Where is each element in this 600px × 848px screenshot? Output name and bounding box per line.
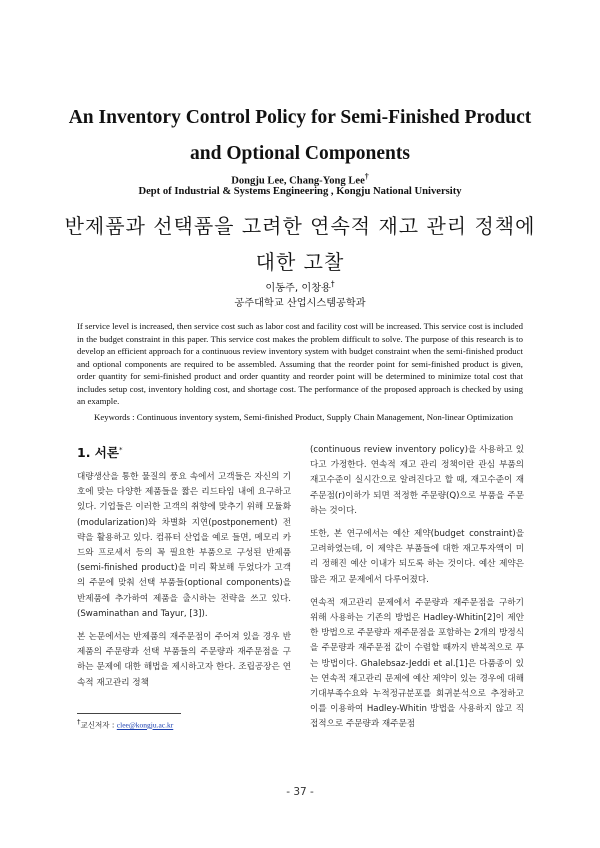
footnote bbox=[77, 718, 173, 731]
affiliation-ko: 공주대학교 산업시스템공학과 bbox=[234, 298, 366, 309]
authors-ko-names: 이동주, 이창용 bbox=[265, 283, 331, 294]
body-paragraph: 본 논문에서는 반제품의 재주문점이 주어져 있을 경우 반제품의 주문량과 선택 부품들의 주문량과 재주문점을 구하는 문제에 대한 해법을 제시하고자 한다. 조립공장은 연속적 재고관리 정책 bbox=[77, 632, 291, 688]
footnote-mark: † bbox=[77, 718, 81, 726]
authors-en-names: Dongju Lee, Chang-Yong Lee bbox=[231, 175, 365, 187]
abstract bbox=[77, 320, 523, 408]
abstract-text: If service level is increased, then service cost such as labor cost and facility cost will be increased. This service cost is included in the budget constraint in this paper. This service cost makes the problem difficult to solve. The purpose of this research is to develop an efficient approach for a continuous review inventory system with budget constraint when the semi-finished product and optional components are required to be assembled. Assuming that the reorder point for semi-finished product is given, order quantity for semi-finished product and order quantity and reorder point will be determined to minimize total cost that includes setup cost, inventory holding cost, and shortage cost. The performance of the proposed approach is checked by using an example. bbox=[77, 321, 523, 406]
body-paragraph: 연속적 재고관리 문제에서 주문량과 재주문점을 구하기 위해 사용하는 기존의 방법은 Hadley-Whitin[2]이 제안한 방법으로 주문량과 재주문점을 포함하는 2개의 방정식을 주문량과 재주문점 값이 수렴할 때까지 반복적으로 푸는 방법이다. Ghalebsaz-Jeddi et al.[1]은 다품종이 있는 연속적 재고관리 문제에 예산 제약이 있는 경우에 대해 기대부족수요와 누적정규분포를 회귀분석으로 추정하고 이를 이용하여 Hadley-Whitin 방법을 사용하지 않고 직접적으로 주문량과 재주문점 bbox=[310, 597, 524, 730]
footnote-email-link[interactable]: clee@kongju.ac.kr bbox=[116, 720, 174, 730]
section-heading-text: 1. 서론 bbox=[77, 445, 119, 460]
body-paragraph: 대량생산을 통한 물질의 풍요 속에서 고객들은 자신의 기호에 맞는 다양한 제품들을 짧은 리드타임 내에 요구하고 있다. 기업들은 이러한 고객의 취향에 맞추기 위해 모듈화(modularization)와 차별화 지연(postponement) 전략을 활용하고 있다. 컴퓨터 산업을 예로 들면, 메모리 카드와 프로세서 등의 꼭 필요한 부품으로 구성된 반제품(semi-finished product)을 미리 확보해 두었다가 고객의 주문에 맞춰 선택 부품들(optional components)을 반제품에 추가하여 제품을 출시하는 전략을 쓰고 있다. (Swaminathan and Tayur, [3]). bbox=[77, 472, 291, 619]
left-column bbox=[77, 470, 291, 691]
authors-ko bbox=[0, 279, 600, 294]
paper-title-en-line1: An Inventory Control Policy for Semi-Finished Product bbox=[68, 107, 532, 128]
keywords: Keywords : Continuous inventory system, Semi-finished Product, Supply Chain Management, Non-linear Optimization bbox=[94, 412, 513, 422]
paper-title-ko-line2: 대한 고찰 bbox=[255, 250, 345, 274]
page-number: - 37 - bbox=[286, 786, 314, 798]
paper-title-ko-line1: 반제품과 선택품을 고려한 연속적 재고 관리 정책에 bbox=[64, 214, 536, 238]
body-paragraph: (continuous review inventory policy)을 사용하고 있다고 가정한다. 연속적 재고 관리 정책이란 관심 부품의 재고수준이 실시간으로 알려진다고 할 때, 재고수준이 재주문점(r)이하가 되면 적정한 주문량(Q)으로 부품을 주문하는 것이다. bbox=[310, 445, 524, 516]
body-paragraph: 또한, 본 연구에서는 예산 제약(budget constraint)을 고려하였는데, 이 제약은 부품들에 대한 재고투자액이 미리 정해진 예산 이내가 되도록 하는 것이다. 예산 제약은 많은 재고 문제에서 다루어졌다. bbox=[310, 529, 524, 585]
right-column bbox=[310, 443, 524, 733]
section-heading bbox=[77, 443, 122, 461]
corresponding-author-mark-ko: † bbox=[330, 279, 335, 289]
paper-title-en-line2: and Optional Components bbox=[190, 143, 410, 164]
corresponding-author-mark: † bbox=[364, 172, 369, 181]
footnote-divider bbox=[77, 713, 181, 714]
footnote-label: 교신저자 : bbox=[80, 720, 117, 730]
section-heading-mark: * bbox=[118, 445, 123, 454]
affiliation-en: Dept of Industrial & Systems Engineering , Kongju National University bbox=[138, 186, 462, 197]
authors-en bbox=[0, 172, 600, 187]
